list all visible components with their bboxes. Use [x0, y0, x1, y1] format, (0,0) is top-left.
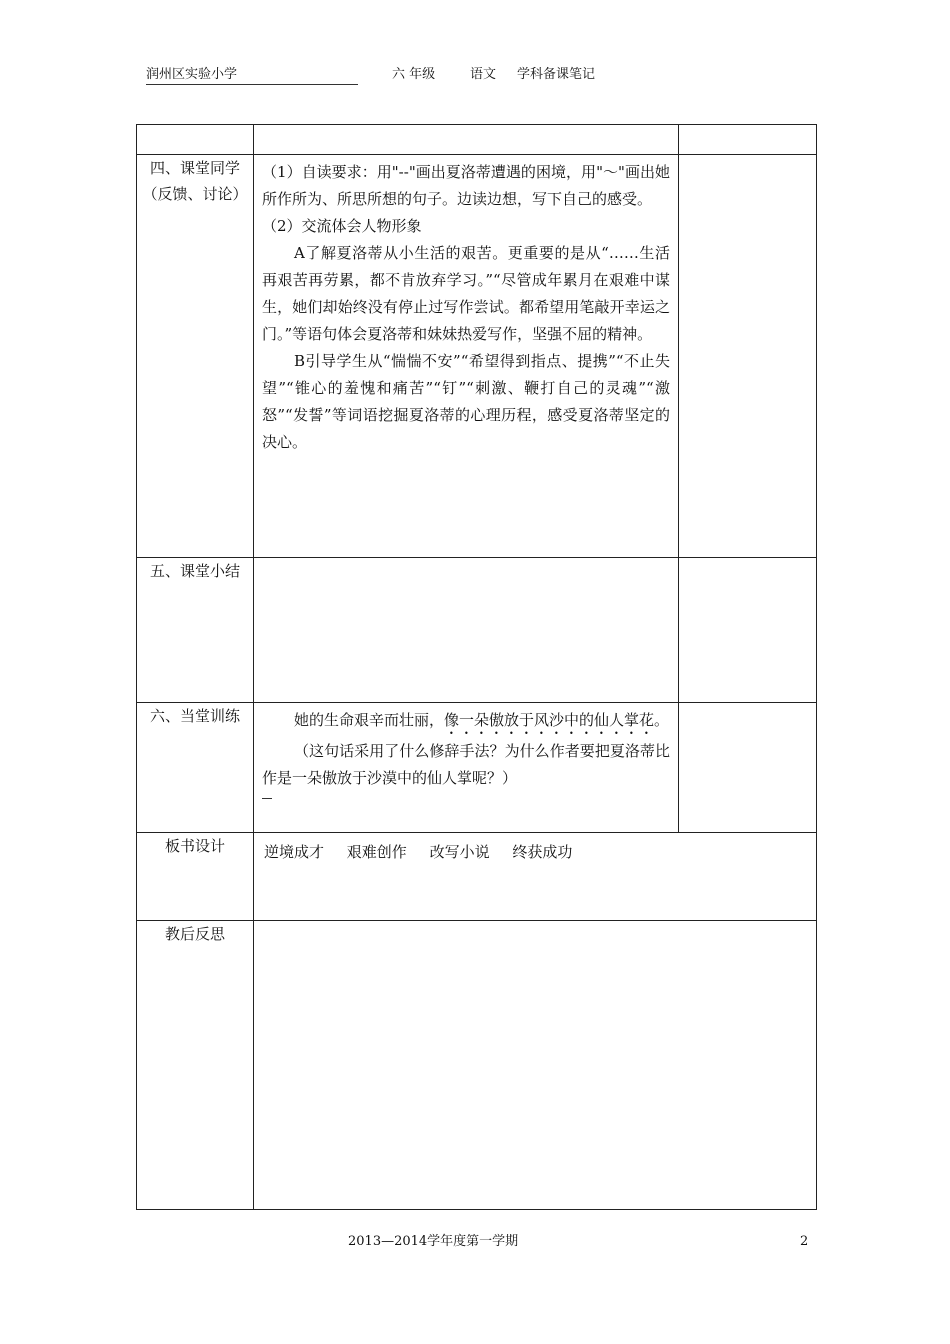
notes-cell: [679, 703, 817, 833]
point-b: B引导学生从“惴惴不安”“希望得到指点、提携”“不止失望”“锥心的羞愧和痛苦”“钉”“刺激、鞭打自己的灵魂”“激怒”“发誓”等词语挖掘夏洛蒂的心理历程，感受夏洛蒂坚定的决心。: [262, 352, 670, 451]
school-name: 润州区实验小学: [146, 67, 238, 82]
table-row: [137, 558, 817, 703]
reflection-cell: [254, 921, 817, 1210]
practice-sentence: 她的生命艰辛而壮丽，像一朵傲放于风沙中的仙人掌花。: [294, 711, 670, 729]
practice-question: （这句话采用了什么修辞手法？为什么作者要把夏洛蒂比作是一朵傲放于沙漠中的仙人掌呢？）: [262, 742, 670, 787]
board-item: 艰难创作: [346, 843, 407, 861]
section-label-summary: 五、课堂小结: [137, 558, 254, 703]
board-item: 改写小说: [429, 843, 490, 861]
page-number: 2: [800, 1234, 809, 1249]
footer-term: 2013—2014学年度第一学期: [348, 1234, 519, 1249]
table-row: [137, 703, 817, 833]
table-row: [137, 125, 817, 155]
empty-cell: [137, 125, 254, 155]
reading-requirement: （1）自读要求：用"--"画出夏洛蒂遭遇的困境，用"～"画出她所作所为、所思所想的句子。边读边想，写下自己的感受。: [262, 163, 670, 208]
board-design-cell: [254, 833, 817, 921]
character-exchange-heading: （2）交流体会人物形象: [262, 217, 422, 235]
notes-cell: [679, 155, 817, 558]
header-underline: [146, 84, 358, 85]
summary-content-cell: [254, 558, 679, 703]
empty-cell: [679, 125, 817, 155]
section-label-board-design: 板书设计: [137, 833, 254, 921]
board-item: 终获成功: [512, 843, 573, 861]
notes-cell: [679, 558, 817, 703]
section-content-discussion: [254, 155, 679, 558]
lesson-plan-table: [136, 124, 817, 1210]
emphasis-dotted-text: 像一朵傲放于风沙中的仙人掌花。: [444, 711, 670, 729]
table-row: [137, 833, 817, 921]
section-label-reflection: 教后反思: [137, 921, 254, 1210]
table-row: [137, 155, 817, 558]
board-item: 逆境成才: [264, 843, 325, 861]
dash-mark: [262, 798, 272, 799]
subject-label: 语文: [470, 67, 497, 82]
notes-title: 学科备课笔记: [517, 67, 596, 82]
section-label-practice: 六、当堂训练: [137, 703, 254, 833]
point-a: A了解夏洛蒂从小生活的艰苦。更重要的是从“……生活再艰苦再劳累，都不肯放弃学习。”“尽管成年累月在艰难中谋生，她们却始终没有停止过写作尝试。都希望用笔敲开幸运之门。”等语句体会夏洛蒂和妹妹热爱写作，坚强不屈的精神。: [262, 244, 670, 343]
practice-content-cell: [254, 703, 679, 833]
section-label-classroom-discussion: 四、课堂同学 （反馈、讨论）: [137, 155, 254, 558]
table-row: [137, 921, 817, 1210]
empty-cell: [254, 125, 679, 155]
grade-label: 六 年级: [392, 67, 436, 82]
